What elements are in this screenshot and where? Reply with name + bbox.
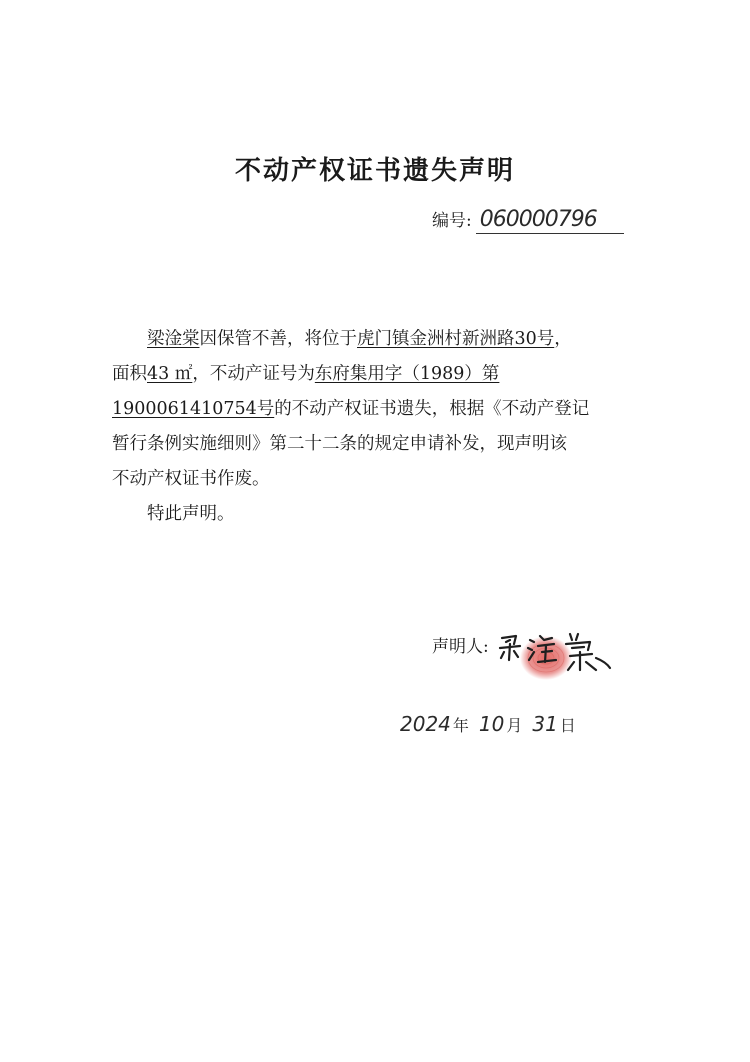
statement-body — [112, 322, 642, 532]
signature-with-fingerprint-seal — [496, 624, 616, 684]
declarant-label: 声明人: — [432, 637, 489, 657]
date-day: 31 — [532, 712, 558, 736]
date-year: 2024 — [400, 712, 451, 736]
property-area: 43 ㎡ — [147, 364, 193, 384]
number-label: 编号: — [432, 211, 472, 231]
statement-line-3: 1900061410754号的不动产权证书遗失，根据《不动产登记 — [112, 399, 590, 419]
statement-closing: 特此声明。 — [147, 504, 235, 524]
date-month: 10 — [478, 712, 505, 736]
property-address: 虎门镇金洲村新洲路30号 — [357, 329, 555, 349]
number-value: 060000796 — [476, 207, 624, 234]
document-title: 不动产权证书遗失声明 — [234, 156, 515, 186]
statement-line-4: 暂行条例实施细则》第二十二条的规定申请补发，现声明该 — [112, 434, 567, 454]
certificate-number-part2: 1900061410754号 — [112, 399, 275, 419]
declaration-date: 2024 年 10 月 31 日 — [400, 712, 576, 736]
number-row — [432, 206, 624, 234]
statement-line-2: 面积43 ㎡，不动产证号为东府集用字（1989）第 — [112, 364, 500, 384]
certificate-number-part1: 东府集用字（1989）第 — [314, 364, 500, 384]
statement-line-1: 梁淦棠因保管不善，将位于虎门镇金洲村新洲路30号， — [147, 329, 572, 349]
owner-name: 梁淦棠 — [147, 329, 200, 349]
statement-line-5: 不动产权证书作废。 — [112, 469, 270, 489]
